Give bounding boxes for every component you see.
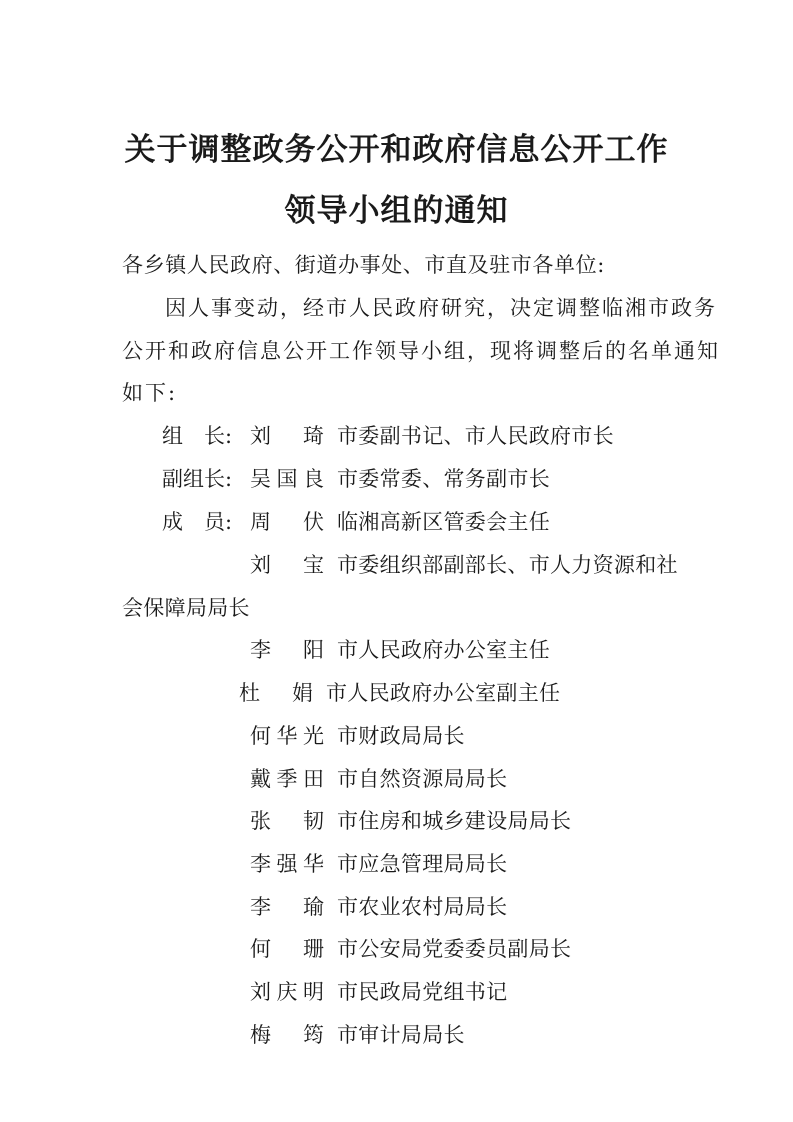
leader-name: 刘 琦: [250, 424, 324, 448]
member-name: 梅 筠: [250, 1023, 324, 1047]
member-position-continued: 会保障局局长: [122, 596, 250, 620]
member-position: 市自然资源局局长: [337, 767, 508, 791]
member-name: 刘庆明: [250, 980, 324, 1004]
deputy-position: 市委常委、常务副市长: [337, 467, 550, 491]
member-name: 刘 宝: [250, 553, 324, 577]
body-paragraph-line-3: 如下:: [122, 381, 178, 405]
member-position: 市应急管理局局长: [337, 852, 508, 876]
document-title-line-1: 关于调整政务公开和政府信息公开工作: [124, 132, 669, 168]
member-name: 何华光: [250, 724, 324, 748]
role-leader-label: 组 长:: [162, 424, 233, 448]
member-name: 李 瑜: [250, 895, 324, 919]
member-position: 市公安局党委委员副局长: [337, 937, 572, 961]
member-name: 张 韧: [250, 809, 324, 833]
body-paragraph-line-2: 公开和政府信息公开工作领导小组，现将调整后的名单通知: [122, 339, 720, 363]
member-name: 李 阳: [250, 638, 324, 662]
member-position: 市财政局局长: [337, 724, 465, 748]
member-name: 李强华: [250, 852, 324, 876]
member-position: 市住房和城乡建设局局长: [337, 809, 572, 833]
body-paragraph-line-1: 因人事变动，经市人民政府研究，决定调整临湘市政务: [165, 296, 717, 320]
member-position: 市民政局党组书记: [337, 980, 508, 1004]
role-deputy-label: 副组长:: [162, 467, 233, 491]
member-position: 市委组织部副部长、市人力资源和社: [337, 553, 678, 577]
member-position: 市审计局局长: [337, 1023, 465, 1047]
leader-position: 市委副书记、市人民政府市长: [337, 424, 614, 448]
member-name: 何 珊: [250, 937, 324, 961]
salutation: 各乡镇人民政府、街道办事处、市直及驻市各单位:: [122, 253, 605, 277]
member-name: 周 伏: [250, 510, 324, 534]
member-name: 戴季田: [250, 767, 324, 791]
member-position: 市农业农村局局长: [337, 895, 508, 919]
document-title-line-2: 领导小组的通知: [284, 193, 509, 229]
member-position: 市人民政府办公室主任: [337, 638, 550, 662]
deputy-name: 吴国良: [250, 467, 324, 491]
member-name: 杜 娟: [239, 681, 313, 705]
role-members-label: 成 员:: [162, 510, 233, 534]
member-position: 临湘高新区管委会主任: [337, 510, 550, 534]
member-position: 市人民政府办公室副主任: [326, 681, 561, 705]
